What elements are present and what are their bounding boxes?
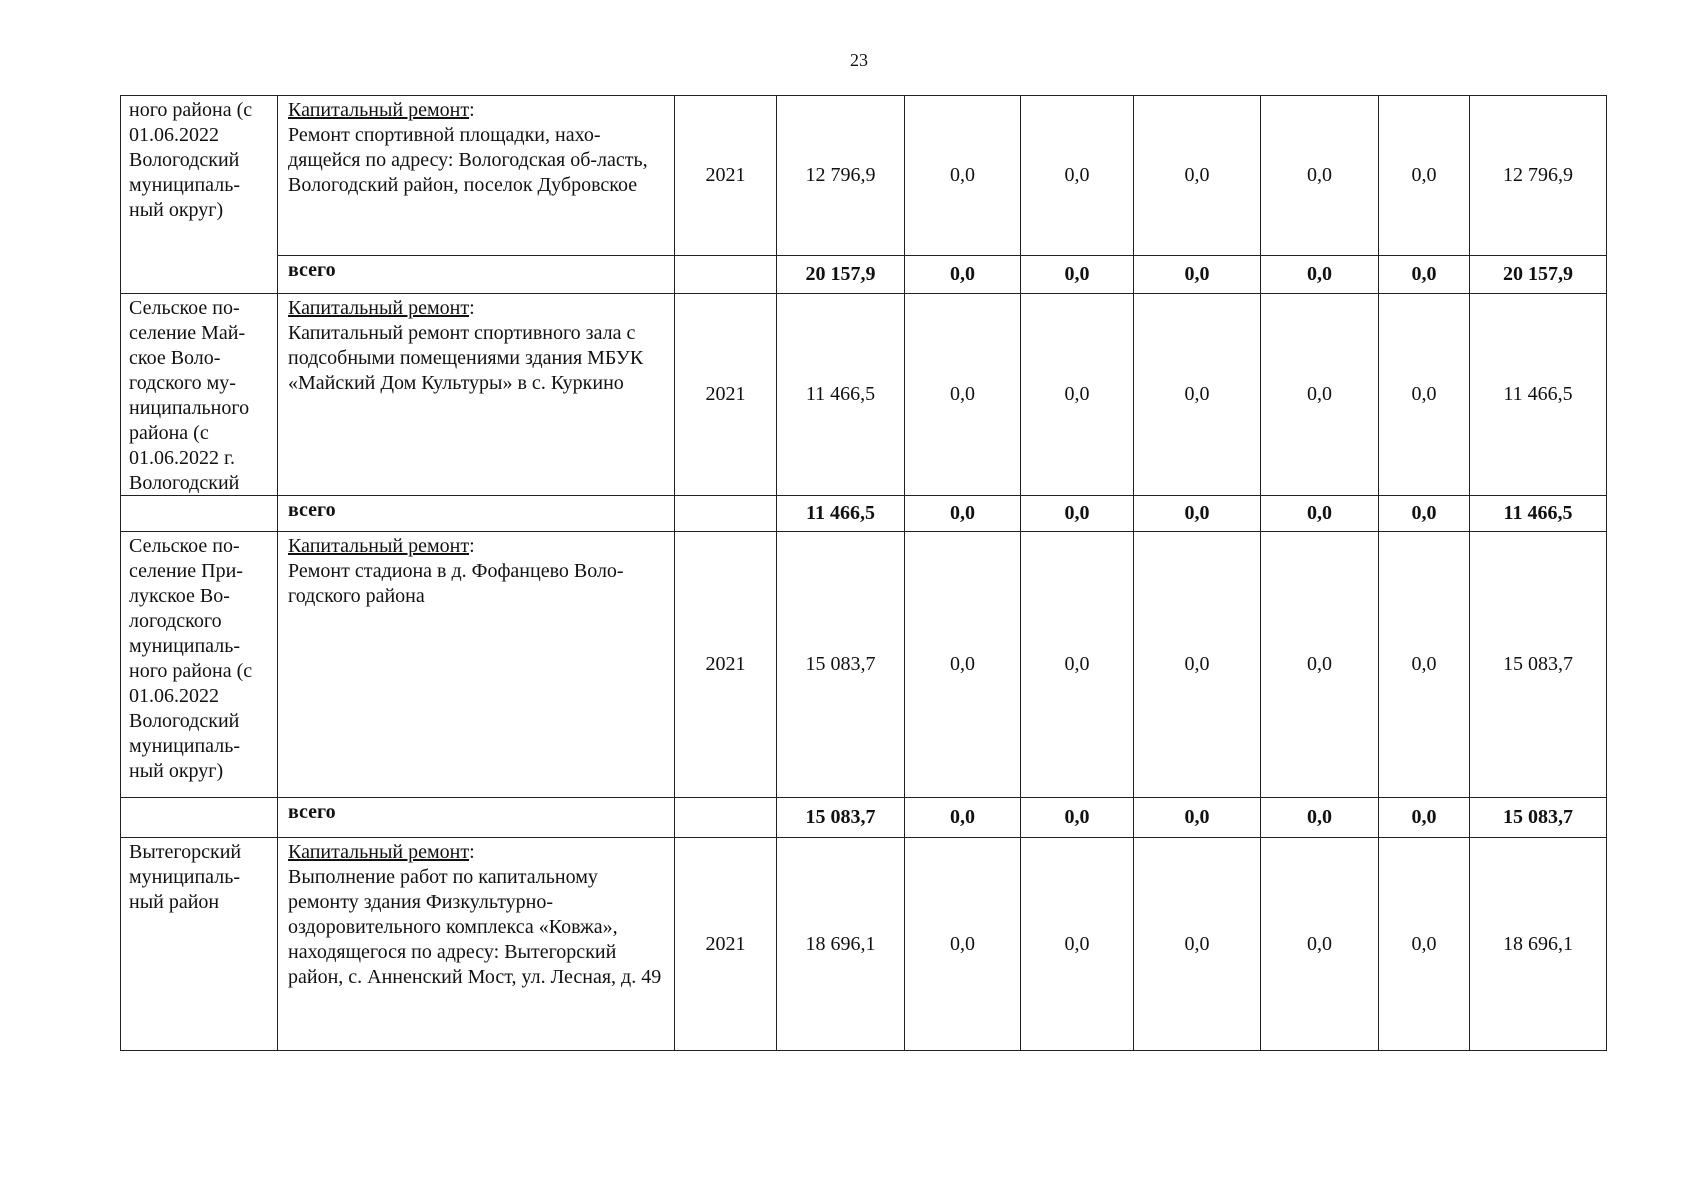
table-row (121, 532, 1607, 798)
table-row (121, 96, 1607, 256)
value-cell: 0,0 (1379, 294, 1470, 496)
total-value-cell: 11 466,5 (1470, 496, 1607, 532)
description-cell: Капитальный ремонт: Ремонт спортивной площадки, нахо-дящейся по адресу: Вологодская об-ласть, Вологодский район, поселок Дубровское (278, 96, 675, 256)
owner-cell (121, 294, 278, 496)
total-row (121, 496, 1607, 532)
year-cell: 2021 (675, 96, 777, 256)
value-cell: 0,0 (1021, 838, 1134, 1051)
value-cell: 0,0 (1134, 838, 1261, 1051)
total-row (121, 798, 1607, 838)
value-cell: 0,0 (1261, 532, 1379, 798)
description-text: Ремонт спортивной площадки, нахо-дящейся по адресу: Вологодская об-ласть, Вологодский район, поселок Дубровское (288, 124, 648, 196)
table-row (121, 838, 1607, 1051)
owner-text: Вытегорский муниципаль-ный район (129, 841, 242, 913)
value-cell: 18 696,1 (1470, 838, 1607, 1051)
value-cell: 0,0 (1134, 532, 1261, 798)
owner-cell (121, 838, 278, 1051)
description-text: Капитальный ремонт спортивного зала с подсобными помещениями здания МБУК «Майский Дом Культуры» в с. Куркино (288, 322, 644, 394)
value-cell: 0,0 (1134, 96, 1261, 256)
total-value-cell: 0,0 (905, 798, 1021, 838)
year-cell (675, 798, 777, 838)
total-label: всего (278, 256, 675, 294)
owner-cell (121, 496, 278, 532)
total-label: всего (278, 496, 675, 532)
total-value-cell: 0,0 (1379, 496, 1470, 532)
total-value-cell: 0,0 (1021, 496, 1134, 532)
total-row (121, 256, 1607, 294)
owner-cell (121, 532, 278, 798)
total-value-cell: 20 157,9 (777, 256, 905, 294)
year-cell (675, 496, 777, 532)
value-cell: 0,0 (1021, 96, 1134, 256)
value-cell: 0,0 (1261, 838, 1379, 1051)
total-value-cell: 0,0 (1134, 798, 1261, 838)
description-cell: Капитальный ремонт: Ремонт стадиона в д. Фофанцево Воло-годского района (278, 532, 675, 798)
total-value-cell: 0,0 (905, 256, 1021, 294)
value-cell: 0,0 (905, 532, 1021, 798)
owner-text: ного района (с 01.06.2022 Вологодский муниципаль-ный округ) (129, 99, 253, 221)
total-value-cell: 0,0 (905, 496, 1021, 532)
owner-cell (121, 96, 278, 294)
category-title: Капитальный ремонт (288, 535, 470, 557)
description-cell: Капитальный ремонт: Капитальный ремонт спортивного зала с подсобными помещениями здания МБУК «Майский Дом Культуры» в с. Куркино (278, 294, 675, 496)
value-cell: 0,0 (905, 294, 1021, 496)
value-cell: 0,0 (1379, 838, 1470, 1051)
category-title: Капитальный ремонт (288, 297, 470, 319)
total-value-cell: 0,0 (1134, 256, 1261, 294)
table-row (121, 294, 1607, 496)
total-value-cell: 0,0 (1261, 256, 1379, 294)
value-cell: 0,0 (1379, 532, 1470, 798)
owner-text: Сельское по-селение Май-ское Воло-годского му-ниципального района (с 01.06.2022 г. Вологодский (129, 297, 250, 494)
category-title: Капитальный ремонт (288, 99, 470, 121)
year-cell: 2021 (675, 838, 777, 1051)
total-value-cell: 0,0 (1021, 256, 1134, 294)
total-value-cell: 11 466,5 (777, 496, 905, 532)
total-value-cell: 20 157,9 (1470, 256, 1607, 294)
value-cell: 0,0 (1379, 96, 1470, 256)
description-text: Выполнение работ по капитальному ремонту здания Физкультурно-оздоровительного комплекса «Ковжа», находящегося по адресу: Вытегорский район, с. Анненский Мост, ул. Лесная, д. 49 (288, 866, 662, 988)
total-value-cell: 0,0 (1021, 798, 1134, 838)
total-value-cell: 15 083,7 (1470, 798, 1607, 838)
value-cell: 0,0 (905, 96, 1021, 256)
owner-cell (121, 798, 278, 838)
value-cell: 0,0 (1134, 294, 1261, 496)
funding-table (120, 95, 1607, 1051)
value-cell: 0,0 (1021, 532, 1134, 798)
value-cell: 12 796,9 (777, 96, 905, 256)
owner-text: Сельское по-селение При-лукское Во-логодского муниципаль-ного района (с 01.06.2022 Вологодский муниципаль-ный округ) (129, 535, 253, 782)
year-cell (675, 256, 777, 294)
category-title: Капитальный ремонт (288, 841, 470, 863)
value-cell: 11 466,5 (777, 294, 905, 496)
total-label: всего (278, 798, 675, 838)
value-cell: 18 696,1 (777, 838, 905, 1051)
description-text: Ремонт стадиона в д. Фофанцево Воло-годского района (288, 560, 624, 607)
value-cell: 11 466,5 (1470, 294, 1607, 496)
value-cell: 0,0 (1261, 96, 1379, 256)
value-cell: 0,0 (1261, 294, 1379, 496)
total-value-cell: 0,0 (1134, 496, 1261, 532)
value-cell: 0,0 (905, 838, 1021, 1051)
description-cell: Капитальный ремонт: Выполнение работ по капитальному ремонту здания Физкультурно-оздоровительного комплекса «Ковжа», находящегося по адресу: Вытегорский район, с. Анненский Мост, ул. Лесная, д. 49 (278, 838, 675, 1051)
total-value-cell: 15 083,7 (777, 798, 905, 838)
value-cell: 15 083,7 (1470, 532, 1607, 798)
value-cell: 0,0 (1021, 294, 1134, 496)
total-value-cell: 0,0 (1261, 798, 1379, 838)
value-cell: 12 796,9 (1470, 96, 1607, 256)
value-cell: 15 083,7 (777, 532, 905, 798)
year-cell: 2021 (675, 532, 777, 798)
total-value-cell: 0,0 (1261, 496, 1379, 532)
year-cell: 2021 (675, 294, 777, 496)
total-value-cell: 0,0 (1379, 798, 1470, 838)
page-number: 23 (850, 50, 868, 70)
total-value-cell: 0,0 (1379, 256, 1470, 294)
